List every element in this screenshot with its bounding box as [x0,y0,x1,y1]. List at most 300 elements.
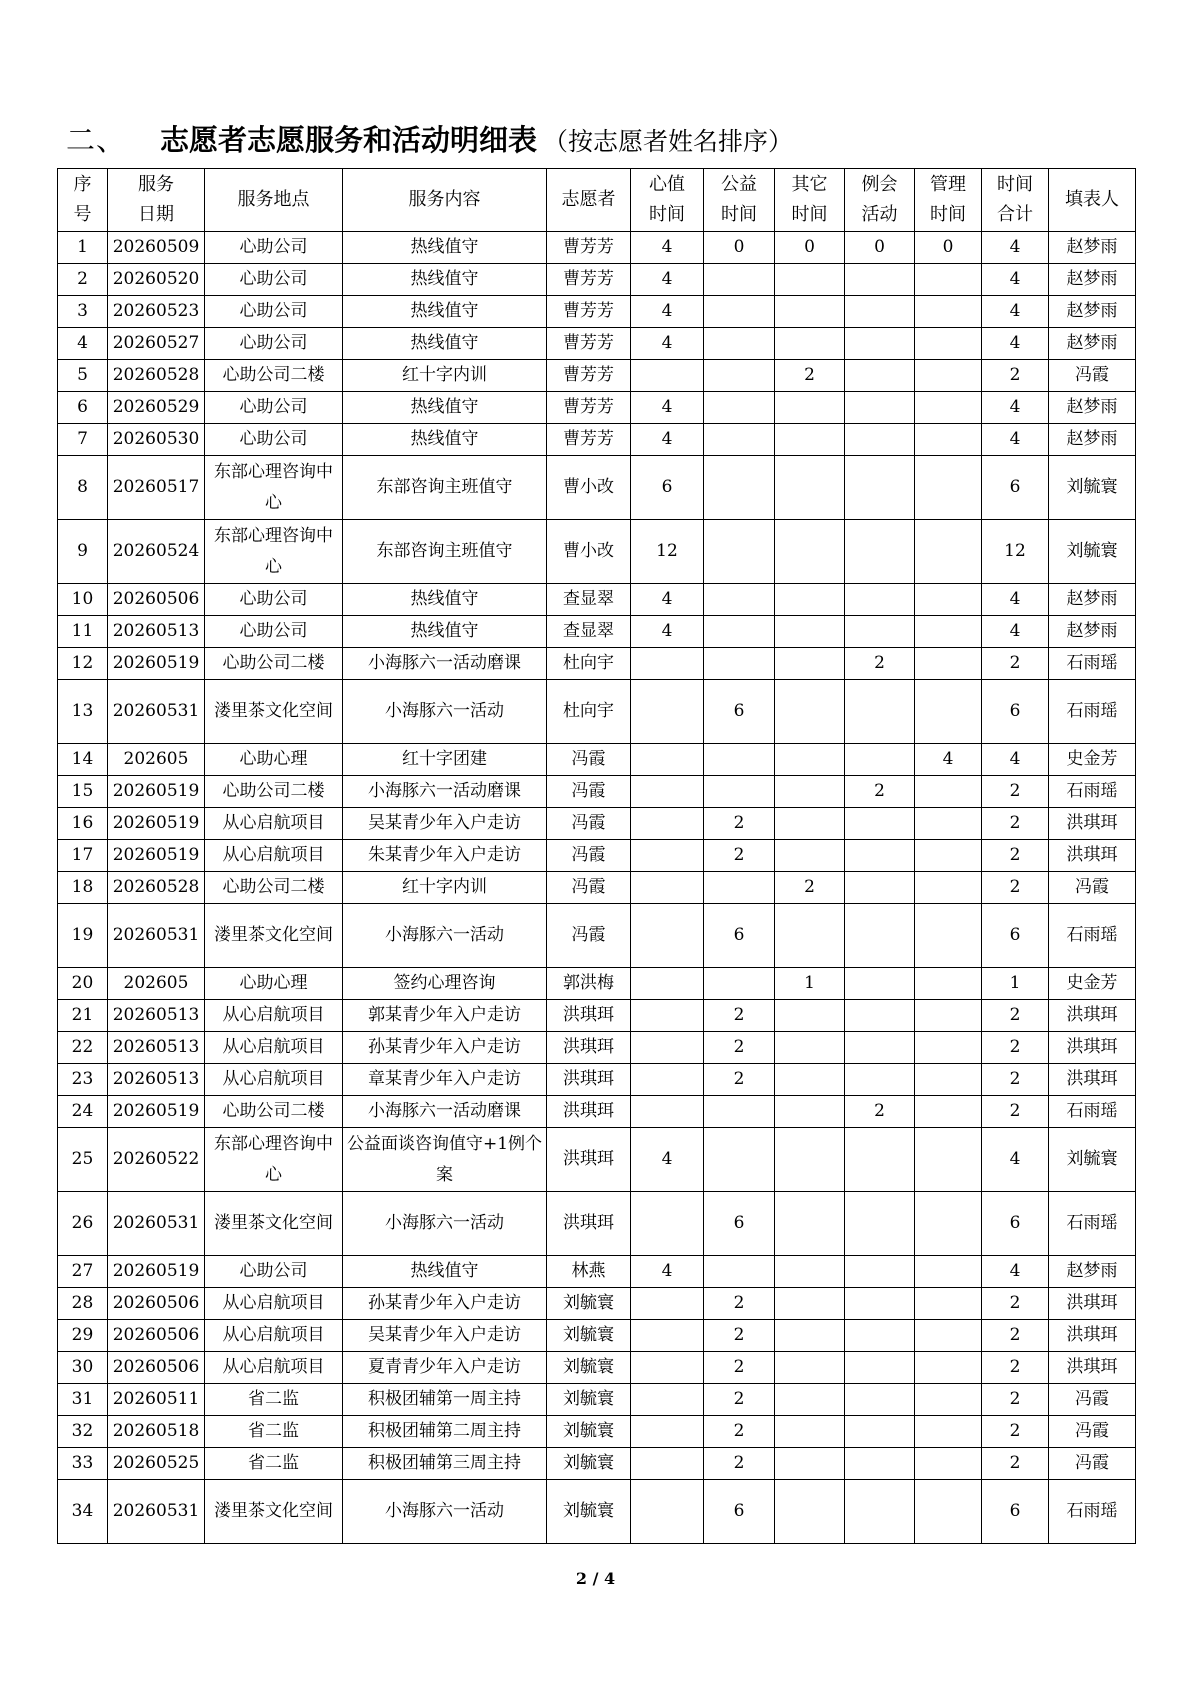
table-cell: 20260520 [108,264,205,296]
table-cell: 2 [704,1288,775,1320]
volunteer-detail-table [57,168,1136,1544]
table-cell: 刘毓寰 [1049,520,1136,584]
table-cell: 4 [982,392,1049,424]
table-cell: 20260523 [108,296,205,328]
table-cell [845,616,915,648]
table-cell: 6 [982,456,1049,520]
table-cell: 20260522 [108,1128,205,1192]
table-cell [631,968,704,1000]
table-cell: 史金芳 [1049,744,1136,776]
table-cell [631,776,704,808]
column-header: 时间 合计 [982,169,1049,232]
table-cell: 20260519 [108,840,205,872]
table-cell: 20260519 [108,1256,205,1288]
table-cell: 20260509 [108,232,205,264]
table-cell: 朱某青少年入户走访 [343,840,547,872]
table-cell [775,1448,845,1480]
table-cell: 2 [982,1448,1049,1480]
page-number: 2 / 4 [575,1569,616,1588]
table-cell: 省二监 [205,1416,343,1448]
table-row [58,1480,1136,1544]
table-cell: 赵梦雨 [1049,264,1136,296]
table-cell: 6 [58,392,108,424]
table-cell: 20260531 [108,904,205,968]
table-cell [915,1096,982,1128]
table-cell [845,1192,915,1256]
table-cell: 7 [58,424,108,456]
table-cell: 石雨瑶 [1049,1192,1136,1256]
table-cell: 6 [982,680,1049,744]
table-cell: 4 [982,424,1049,456]
table-cell: 20260517 [108,456,205,520]
table-cell: 热线值守 [343,424,547,456]
table-cell: 22 [58,1032,108,1064]
table-cell: 20260506 [108,584,205,616]
column-header: 心值 时间 [631,169,704,232]
table-cell: 29 [58,1320,108,1352]
table-cell: 心助公司 [205,1256,343,1288]
table-cell: 东部心理咨询中心 [205,1128,343,1192]
table-cell: 2 [704,1384,775,1416]
table-cell [704,296,775,328]
table-cell: 郭洪梅 [547,968,631,1000]
table-cell: 从心启航项目 [205,1000,343,1032]
table-cell: 刘毓寰 [547,1352,631,1384]
table-cell [775,680,845,744]
table-cell: 28 [58,1288,108,1320]
table-cell [845,1000,915,1032]
table-row [58,456,1136,520]
table-cell [845,360,915,392]
table-row [58,1320,1136,1352]
table-cell: 洪琪珥 [1049,1000,1136,1032]
table-cell [775,648,845,680]
table-cell: 4 [631,616,704,648]
table-cell [845,1288,915,1320]
table-cell: 0 [915,232,982,264]
table-cell [631,808,704,840]
table-row [58,520,1136,584]
table-cell: 冯霞 [547,904,631,968]
table-cell: 2 [775,872,845,904]
table-cell [704,328,775,360]
table-cell: 从心启航项目 [205,1064,343,1096]
table-cell: 4 [982,744,1049,776]
table-cell: 心助公司 [205,616,343,648]
table-cell [775,1288,845,1320]
table-row [58,776,1136,808]
table-cell [631,1384,704,1416]
table-cell [915,968,982,1000]
table-cell: 冯霞 [1049,1448,1136,1480]
table-cell: 心助公司 [205,232,343,264]
table-cell: 溇里茶文化空间 [205,1192,343,1256]
table-cell: 202605 [108,968,205,1000]
table-cell: 2 [704,1352,775,1384]
table-cell [845,1416,915,1448]
table-cell: 2 [982,1000,1049,1032]
table-cell: 赵梦雨 [1049,328,1136,360]
table-cell: 刘毓寰 [1049,1128,1136,1192]
table-cell [845,424,915,456]
table-cell: 洪琪珥 [1049,1064,1136,1096]
table-cell: 石雨瑶 [1049,776,1136,808]
table-cell: 石雨瑶 [1049,904,1136,968]
table-cell: 34 [58,1480,108,1544]
table-cell [845,392,915,424]
table-cell: 洪琪珥 [547,1096,631,1128]
table-cell [775,1416,845,1448]
table-cell: 心助心理 [205,744,343,776]
table-cell: 33 [58,1448,108,1480]
column-header: 填表人 [1049,169,1136,232]
table-cell: 6 [704,680,775,744]
table-cell: 公益面谈咨询值守+1例个案 [343,1128,547,1192]
table-cell [915,520,982,584]
table-cell [631,1352,704,1384]
table-cell [915,1320,982,1352]
table-cell: 2 [704,840,775,872]
table-cell: 小海豚六一活动磨课 [343,648,547,680]
table-cell [845,840,915,872]
table-cell: 小海豚六一活动磨课 [343,776,547,808]
table-cell: 洪琪珥 [547,1128,631,1192]
table-cell [631,1448,704,1480]
table-cell: 0 [704,232,775,264]
table-cell: 2 [704,808,775,840]
table-row [58,1448,1136,1480]
table-cell: 积极团辅第二周主持 [343,1416,547,1448]
table-cell: 心助公司 [205,264,343,296]
table-cell [915,1032,982,1064]
table-cell [775,296,845,328]
table-cell: 从心启航项目 [205,1352,343,1384]
table-cell: 刘毓寰 [547,1416,631,1448]
table-cell [845,456,915,520]
table-cell [845,296,915,328]
table-cell [631,648,704,680]
table-cell: 红十字内训 [343,360,547,392]
table-row [58,744,1136,776]
table-cell: 2 [704,1448,775,1480]
table-cell: 2 [982,872,1049,904]
table-cell: 20260519 [108,648,205,680]
table-cell [915,1192,982,1256]
table-cell [775,1384,845,1416]
table-cell: 洪琪珥 [1049,808,1136,840]
table-cell [775,264,845,296]
table-cell [631,744,704,776]
table-cell [704,264,775,296]
table-cell: 省二监 [205,1448,343,1480]
table-row [58,232,1136,264]
table-row [58,904,1136,968]
table-cell: 石雨瑶 [1049,1480,1136,1544]
table-cell: 20260528 [108,872,205,904]
table-cell [845,328,915,360]
table-cell: 20260519 [108,808,205,840]
table-cell: 0 [775,232,845,264]
table-cell: 21 [58,1000,108,1032]
table-cell: 查显翠 [547,584,631,616]
table-cell [915,1416,982,1448]
table-cell: 溇里茶文化空间 [205,680,343,744]
table-cell [845,744,915,776]
table-cell: 热线值守 [343,1256,547,1288]
table-cell [845,1352,915,1384]
table-cell: 20260506 [108,1288,205,1320]
table-cell [631,680,704,744]
table-cell: 溇里茶文化空间 [205,1480,343,1544]
table-cell: 洪琪珥 [1049,1320,1136,1352]
table-cell [775,1480,845,1544]
table-cell [631,904,704,968]
table-cell: 2 [982,1032,1049,1064]
table-row [58,968,1136,1000]
table-cell [845,1480,915,1544]
table-cell: 曹芳芳 [547,424,631,456]
table-cell [704,424,775,456]
table-cell: 202605 [108,744,205,776]
table-cell: 刘毓寰 [547,1288,631,1320]
table-row [58,424,1136,456]
table-cell: 心助公司 [205,296,343,328]
table-cell: 20260529 [108,392,205,424]
table-cell: 4 [631,392,704,424]
table-cell [915,264,982,296]
table-cell: 从心启航项目 [205,1320,343,1352]
table-cell [915,680,982,744]
table-cell [775,392,845,424]
table-cell: 2 [982,360,1049,392]
table-cell: 20260524 [108,520,205,584]
table-cell: 热线值守 [343,232,547,264]
table-cell [775,1000,845,1032]
table-cell: 4 [631,1128,704,1192]
table-cell [631,1416,704,1448]
table-cell [845,1320,915,1352]
table-cell: 杜向宇 [547,648,631,680]
table-cell [915,392,982,424]
table-cell [915,456,982,520]
table-cell [631,1320,704,1352]
table-cell [704,520,775,584]
table-cell: 东部心理咨询中心 [205,520,343,584]
table-cell: 签约心理咨询 [343,968,547,1000]
table-cell: 4 [982,328,1049,360]
table-cell: 积极团辅第三周主持 [343,1448,547,1480]
table-body [58,232,1136,1544]
table-cell: 小海豚六一活动 [343,1192,547,1256]
table-row [58,1352,1136,1384]
table-cell [775,456,845,520]
table-cell: 曹芳芳 [547,264,631,296]
table-cell: 27 [58,1256,108,1288]
table-cell [775,616,845,648]
table-cell: 史金芳 [1049,968,1136,1000]
table-cell [775,424,845,456]
table-row [58,872,1136,904]
table-cell [845,968,915,1000]
table-row [58,1192,1136,1256]
table-cell: 2 [982,1320,1049,1352]
table-cell: 30 [58,1352,108,1384]
table-cell: 积极团辅第一周主持 [343,1384,547,1416]
table-cell: 4 [58,328,108,360]
table-cell [704,360,775,392]
table-cell: 2 [982,1096,1049,1128]
table-row [58,1128,1136,1192]
table-cell: 2 [845,648,915,680]
table-cell: 小海豚六一活动 [343,1480,547,1544]
table-cell: 吴某青少年入户走访 [343,808,547,840]
table-cell: 2 [704,1416,775,1448]
table-cell: 20260511 [108,1384,205,1416]
table-cell: 溇里茶文化空间 [205,904,343,968]
table-cell: 小海豚六一活动 [343,680,547,744]
table-cell: 章某青少年入户走访 [343,1064,547,1096]
table-cell: 19 [58,904,108,968]
table-cell: 曹小改 [547,456,631,520]
table-cell: 20260530 [108,424,205,456]
table-cell: 刘毓寰 [547,1384,631,1416]
table-cell: 热线值守 [343,264,547,296]
table-cell: 洪琪珥 [1049,1352,1136,1384]
table-cell: 小海豚六一活动磨课 [343,1096,547,1128]
table-cell: 冯霞 [547,840,631,872]
table-cell [915,616,982,648]
table-cell [845,1384,915,1416]
table-cell: 冯霞 [547,808,631,840]
table-cell [915,1480,982,1544]
table-cell: 孙某青少年入户走访 [343,1032,547,1064]
table-row [58,1384,1136,1416]
table-cell: 曹小改 [547,520,631,584]
table-cell: 16 [58,808,108,840]
table-cell [845,680,915,744]
table-cell: 2 [775,360,845,392]
table-cell: 心助公司 [205,584,343,616]
table-cell [704,1256,775,1288]
table-cell [631,1064,704,1096]
table-cell: 冯霞 [1049,360,1136,392]
table-cell: 刘毓寰 [547,1320,631,1352]
table-cell: 热线值守 [343,392,547,424]
table-cell: 4 [982,1128,1049,1192]
table-cell [631,872,704,904]
table-cell: 20260506 [108,1320,205,1352]
column-header: 服务地点 [205,169,343,232]
table-cell [704,776,775,808]
table-cell [915,1256,982,1288]
table-row [58,1256,1136,1288]
table-cell [915,872,982,904]
table-cell: 刘毓寰 [547,1480,631,1544]
table-cell: 从心启航项目 [205,1032,343,1064]
table-cell: 2 [704,1320,775,1352]
table-cell: 12 [631,520,704,584]
table-cell: 洪琪珥 [1049,1032,1136,1064]
table-cell [704,1128,775,1192]
table-cell [915,1352,982,1384]
section-title: 志愿者志愿服务和活动明细表 [160,123,538,157]
table-row [58,264,1136,296]
column-header: 例会 活动 [845,169,915,232]
table-cell: 4 [982,264,1049,296]
table-cell [775,744,845,776]
table-cell: 冯霞 [547,872,631,904]
table-cell: 赵梦雨 [1049,392,1136,424]
table-cell: 曹芳芳 [547,328,631,360]
table-cell [704,872,775,904]
table-cell: 杜向宇 [547,680,631,744]
table-cell [775,840,845,872]
header-row [58,169,1136,232]
table-cell: 8 [58,456,108,520]
table-cell [631,840,704,872]
table-cell [845,1128,915,1192]
table-cell: 心助公司 [205,328,343,360]
column-header: 服务 日期 [108,169,205,232]
table-cell: 心助公司二楼 [205,648,343,680]
table-cell: 从心启航项目 [205,1288,343,1320]
table-cell [845,264,915,296]
table-row [58,1064,1136,1096]
table-cell: 6 [982,904,1049,968]
table-cell: 从心启航项目 [205,840,343,872]
table-cell [704,584,775,616]
table-cell [704,968,775,1000]
table-cell: 林燕 [547,1256,631,1288]
table-cell: 2 [982,1064,1049,1096]
table-cell: 20260513 [108,1032,205,1064]
table-cell: 心助公司二楼 [205,872,343,904]
table-cell [775,520,845,584]
table-cell: 4 [982,584,1049,616]
table-cell [845,1256,915,1288]
table-row [58,1288,1136,1320]
table-cell [915,1288,982,1320]
table-cell: 4 [982,616,1049,648]
table-cell: 曹芳芳 [547,232,631,264]
table-cell: 4 [631,424,704,456]
table-cell: 24 [58,1096,108,1128]
table-cell [775,808,845,840]
table-cell: 20260531 [108,680,205,744]
table-cell [775,584,845,616]
table-cell [845,904,915,968]
table-cell: 红十字团建 [343,744,547,776]
table-cell [704,392,775,424]
table-cell: 0 [845,232,915,264]
table-cell: 1 [775,968,845,1000]
column-header: 服务内容 [343,169,547,232]
table-cell: 12 [982,520,1049,584]
table-cell [775,1032,845,1064]
table-cell: 6 [704,1192,775,1256]
table-cell: 心助公司二楼 [205,360,343,392]
table-cell: 赵梦雨 [1049,1256,1136,1288]
table-cell: 1 [58,232,108,264]
table-cell: 4 [631,1256,704,1288]
table-row [58,1032,1136,1064]
table-cell [915,328,982,360]
table-cell [631,1000,704,1032]
table-cell [915,296,982,328]
table-cell: 赵梦雨 [1049,424,1136,456]
table-row [58,1096,1136,1128]
column-header: 公益 时间 [704,169,775,232]
